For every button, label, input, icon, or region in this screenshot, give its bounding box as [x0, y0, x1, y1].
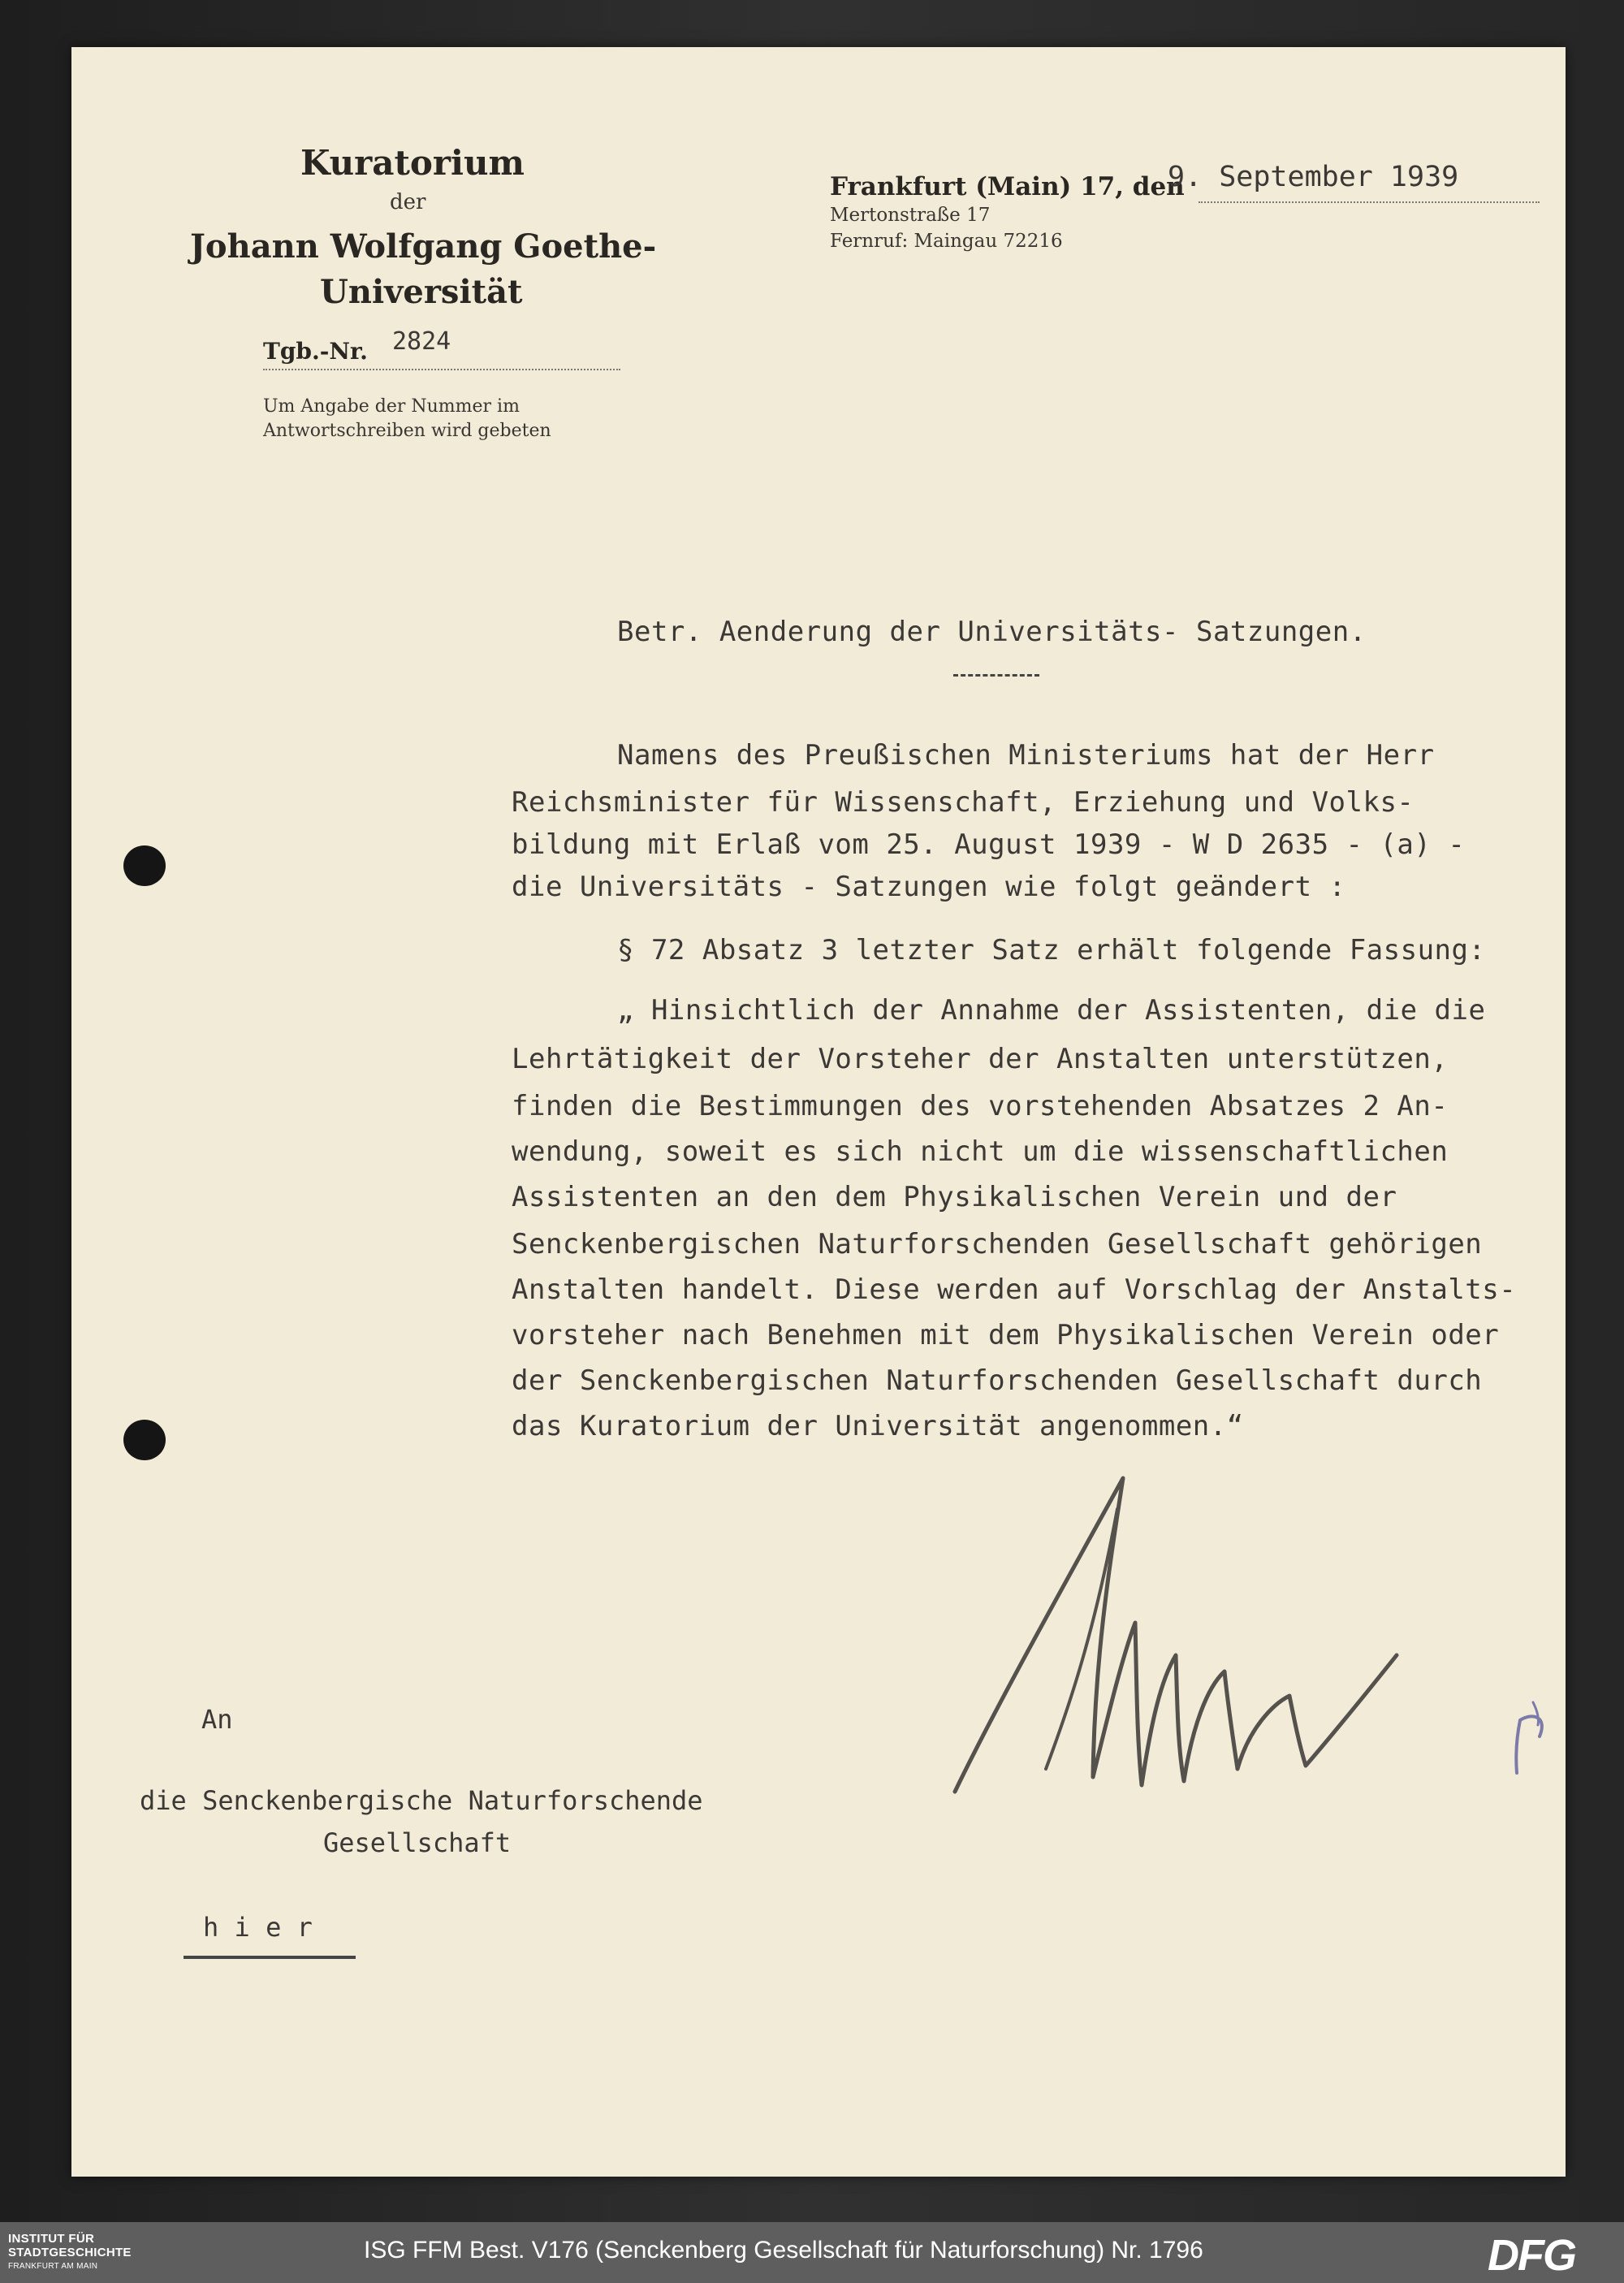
tgb-label: Tgb.-Nr.: [263, 338, 368, 365]
letter-date: 9. September 1939: [1168, 161, 1459, 193]
body-line: das Kuratorium der Universität angenommen.“: [512, 1410, 1244, 1442]
recipient-line1: die Senckenbergische Naturforschende: [140, 1785, 703, 1816]
recipient-an: An: [201, 1704, 233, 1735]
body-line: „ Hinsichtlich der Annahme der Assistenten, die die: [617, 994, 1486, 1027]
recipient-hier: h i e r: [203, 1912, 313, 1943]
institute-line1: INSTITUT FÜR: [8, 2232, 95, 2246]
subject-underline: [953, 674, 1039, 677]
reference-note-line2: Antwortschreiben wird gebeten: [263, 421, 551, 441]
punch-hole-bottom: [123, 1420, 166, 1460]
handwritten-signature: [948, 1460, 1403, 1801]
institute-label: [8, 2232, 132, 2273]
letterhead-title: Kuratorium: [300, 143, 525, 183]
letterhead-university-line1: Johann Wolfgang Goethe-: [190, 227, 657, 266]
institute-line3: FRANKFURT AM MAIN: [8, 2262, 98, 2271]
street-address: Mertonstraße 17: [830, 205, 991, 226]
recipient-line2: Gesellschaft: [323, 1827, 512, 1858]
body-line: finden die Bestimmungen des vorstehenden Absatzes 2 An-: [512, 1090, 1449, 1122]
institute-line2: STADTGESCHICHTE: [8, 2246, 132, 2259]
body-line: die Universitäts - Satzungen wie folgt geändert :: [512, 871, 1346, 903]
archive-pencil-mark: [1501, 1696, 1557, 1785]
phone-number: Fernruf: Maingau 72216: [830, 231, 1063, 252]
body-line: Reichsminister für Wissenschaft, Erziehung und Volks-: [512, 786, 1415, 819]
place-label: Frankfurt (Main) 17, den: [830, 172, 1185, 201]
body-line: der Senckenbergischen Naturforschenden Gesellschaft durch: [512, 1364, 1483, 1397]
body-line: Lehrtätigkeit der Vorsteher der Anstalten unterstützen,: [512, 1043, 1449, 1075]
body-line: vorsteher nach Benehmen mit dem Physikalischen Verein oder: [512, 1319, 1500, 1351]
punch-hole-top: [123, 845, 166, 886]
letter-page: [71, 47, 1566, 2177]
date-line: [1199, 201, 1540, 203]
body-line: Assistenten an den dem Physikalischen Verein und der: [512, 1181, 1397, 1213]
tgb-number: 2824: [392, 327, 451, 356]
archive-caption: ISG FFM Best. V176 (Senckenberg Gesellschaft für Naturforschung) Nr. 1796: [364, 2237, 1203, 2264]
hier-underline: [184, 1956, 356, 1959]
body-line: wendung, soweit es sich nicht um die wissenschaftlichen: [512, 1135, 1449, 1168]
letterhead-der: der: [390, 190, 426, 214]
body-line: bildung mit Erlaß vom 25. August 1939 - W D 2635 - (a) -: [512, 828, 1466, 861]
body-line: Namens des Preußischen Ministeriums hat der Herr: [617, 739, 1435, 772]
body-line: Senckenbergischen Naturforschenden Gesellschaft gehörigen: [512, 1228, 1483, 1260]
dfg-logo: DFG: [1488, 2231, 1575, 2280]
body-line: § 72 Absatz 3 letzter Satz erhält folgende Fassung:: [617, 934, 1486, 966]
tgb-number-line: [263, 369, 620, 370]
subject-line: Betr. Aenderung der Universitäts- Satzungen.: [617, 616, 1367, 648]
letterhead-university-line2: Universität: [320, 273, 523, 311]
body-line: Anstalten handelt. Diese werden auf Vorschlag der Anstalts-: [512, 1273, 1517, 1306]
archive-footer: [0, 2222, 1624, 2283]
reference-note-line1: Um Angabe der Nummer im: [263, 396, 520, 417]
